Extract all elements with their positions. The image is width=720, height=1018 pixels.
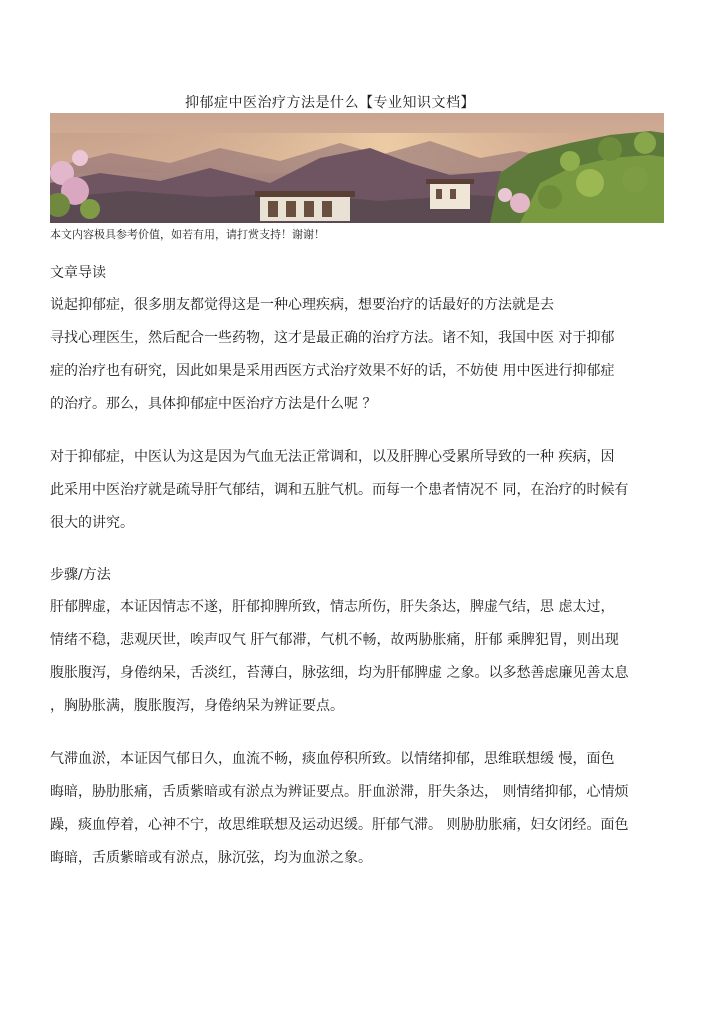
paragraph-line: 此采用中医治疗就是疏导肝气郁结，调和五脏气机。而每一个患者情况不 同，在治疗的时候有 xyxy=(50,482,629,498)
landscape-illustration xyxy=(50,113,664,223)
banner-image xyxy=(50,113,664,223)
body-paragraph-4 xyxy=(50,743,670,875)
paragraph-line: 晦暗，舌质紫暗或有淤点，脉沉弦，均为血淤之象。 xyxy=(50,850,372,866)
paragraph-line: 情绪不稳，悲观厌世，唉声叹气 肝气郁滞，气机不畅，故两胁胀痛，肝郁 乘脾犯胃，则出现 xyxy=(50,632,619,648)
paragraph-line: 对于抑郁症，中医认为这是因为气血无法正常调和，以及肝脾心受累所导致的一种 疾病，因 xyxy=(50,449,615,465)
steps-heading: 步骤/方法 xyxy=(50,567,111,583)
paragraph-line: 晦暗，胁肋胀痛，舌质紫暗或有淤点为辨证要点。肝血淤滞，肝失条达， 则情绪抑郁，心情烦 xyxy=(50,784,629,800)
intro-paragraph xyxy=(50,289,670,421)
intro-heading: 文章导读 xyxy=(50,265,106,281)
paragraph-line: 肝郁脾虚，本证因情志不遂，肝郁抑脾所致，情志所伤，肝失条达，脾虚气结，思 虑太过， xyxy=(50,599,615,615)
paragraph-line: ，胸胁胀满，腹胀腹泻，身倦纳呆为辨证要点。 xyxy=(50,698,344,714)
paragraph-line: 的治疗。那么，具体抑郁症中医治疗方法是什么呢 ？ xyxy=(50,396,377,412)
banner-caption: 本文内容极具参考价值，如若有用，请打赏支持！谢谢！ xyxy=(50,228,325,241)
document-title: 抑郁症中医治疗方法是什么【专业知识文档】 xyxy=(185,95,475,111)
paragraph-line: 气滞血淤，本证因气郁日久，血流不畅，痰血停积所致。以情绪抑郁，思维联想缓 慢，面色 xyxy=(50,751,615,767)
paragraph-line: 腹胀腹泻，身倦纳呆，舌淡红，苔薄白，脉弦细，均为肝郁脾虚 之象。以多愁善虑廉见善太息 xyxy=(50,665,629,681)
paragraph-line: 躁，痰血停着，心神不宁，故思维联想及运动迟缓。肝郁气滞。 则胁肋胀痛，妇女闭经。面色 xyxy=(50,817,629,833)
paragraph-line: 很大的讲究。 xyxy=(50,515,134,531)
paragraph-line: 症的治疗也有研究，因此如果是采用西医方式治疗效果不好的话，不妨使 用中医进行抑郁症 xyxy=(50,363,615,379)
paragraph-line: 寻找心理医生，然后配合一些药物，这才是最正确的治疗方法。诸不知，我国中医 对于抑郁 xyxy=(50,330,615,346)
body-paragraph-2 xyxy=(50,441,670,540)
paragraph-line: 说起抑郁症，很多朋友都觉得这是一种心理疾病，想要治疗的话最好的方法就是去 xyxy=(50,297,554,313)
body-paragraph-3 xyxy=(50,591,670,723)
